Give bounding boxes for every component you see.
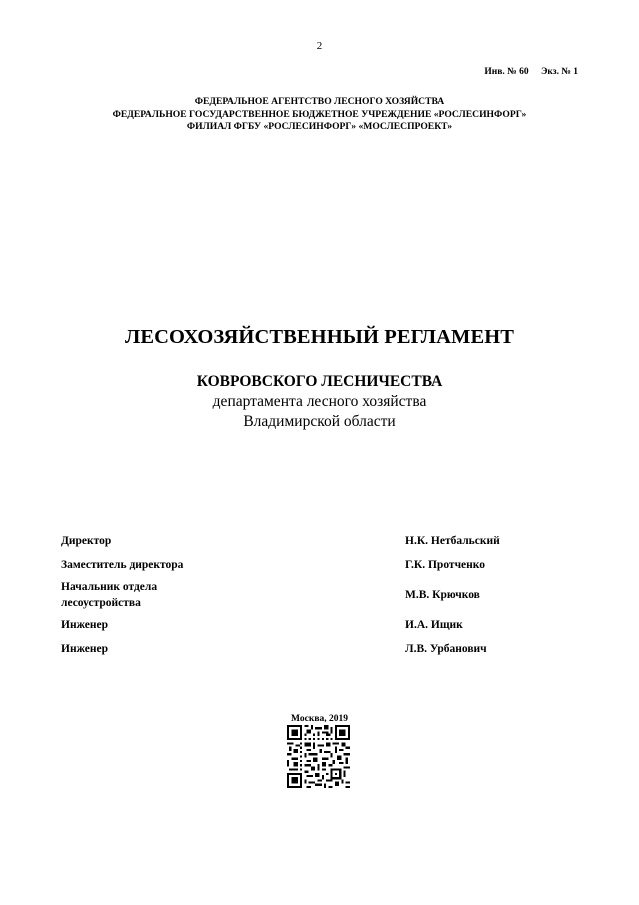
inventory-info	[484, 67, 578, 77]
staff-name: И.А. Ищик	[405, 619, 463, 631]
staff-role: Заместитель директора	[61, 559, 184, 571]
staff-name: Г.К. Протченко	[405, 559, 486, 571]
page-number: 2	[316, 40, 323, 52]
city-year: Москва, 2019	[291, 714, 348, 724]
organization-header	[0, 96, 639, 134]
document-title: ЛЕСОХОЗЯЙСТВЕННЫЙ РЕГЛАМЕНТ	[124, 326, 515, 348]
forestry-name: КОВРОВСКОГО ЛЕСНИЧЕСТВА	[196, 373, 443, 390]
inventory-number: Инв. № 60	[484, 67, 529, 77]
staff-name: Л.В. Урбанович	[405, 643, 487, 655]
copy-number: Экз. № 1	[540, 67, 578, 77]
staff-name: М.В. Крючков	[405, 589, 480, 601]
staff-role: Инженер	[61, 643, 108, 655]
agency-name: ФЕДЕРАЛЬНОЕ АГЕНТСТВО ЛЕСНОГО ХОЗЯЙСТВА	[194, 96, 445, 107]
qr-code	[287, 725, 350, 788]
staff-name: Н.К. Нетбальский	[405, 535, 500, 547]
department-name: департамента лесного хозяйства	[212, 393, 427, 410]
staff-role: Директор	[61, 535, 112, 547]
branch-name: ФИЛИАЛ ФГБУ «РОСЛЕСИНФОРГ» «МОСЛЕСПРОЕКТ»	[186, 121, 453, 132]
document-subtitle-block	[0, 372, 639, 432]
staff-role: Инженер	[61, 619, 108, 631]
institution-name: ФЕДЕРАЛЬНОЕ ГОСУДАРСТВЕННОЕ БЮДЖЕТНОЕ УЧРЕЖДЕНИЕ «РОСЛЕСИНФОРГ»	[112, 108, 527, 120]
staff-role: Начальник отдела лесоустройства	[61, 581, 158, 609]
region-name: Владимирской области	[243, 413, 396, 430]
